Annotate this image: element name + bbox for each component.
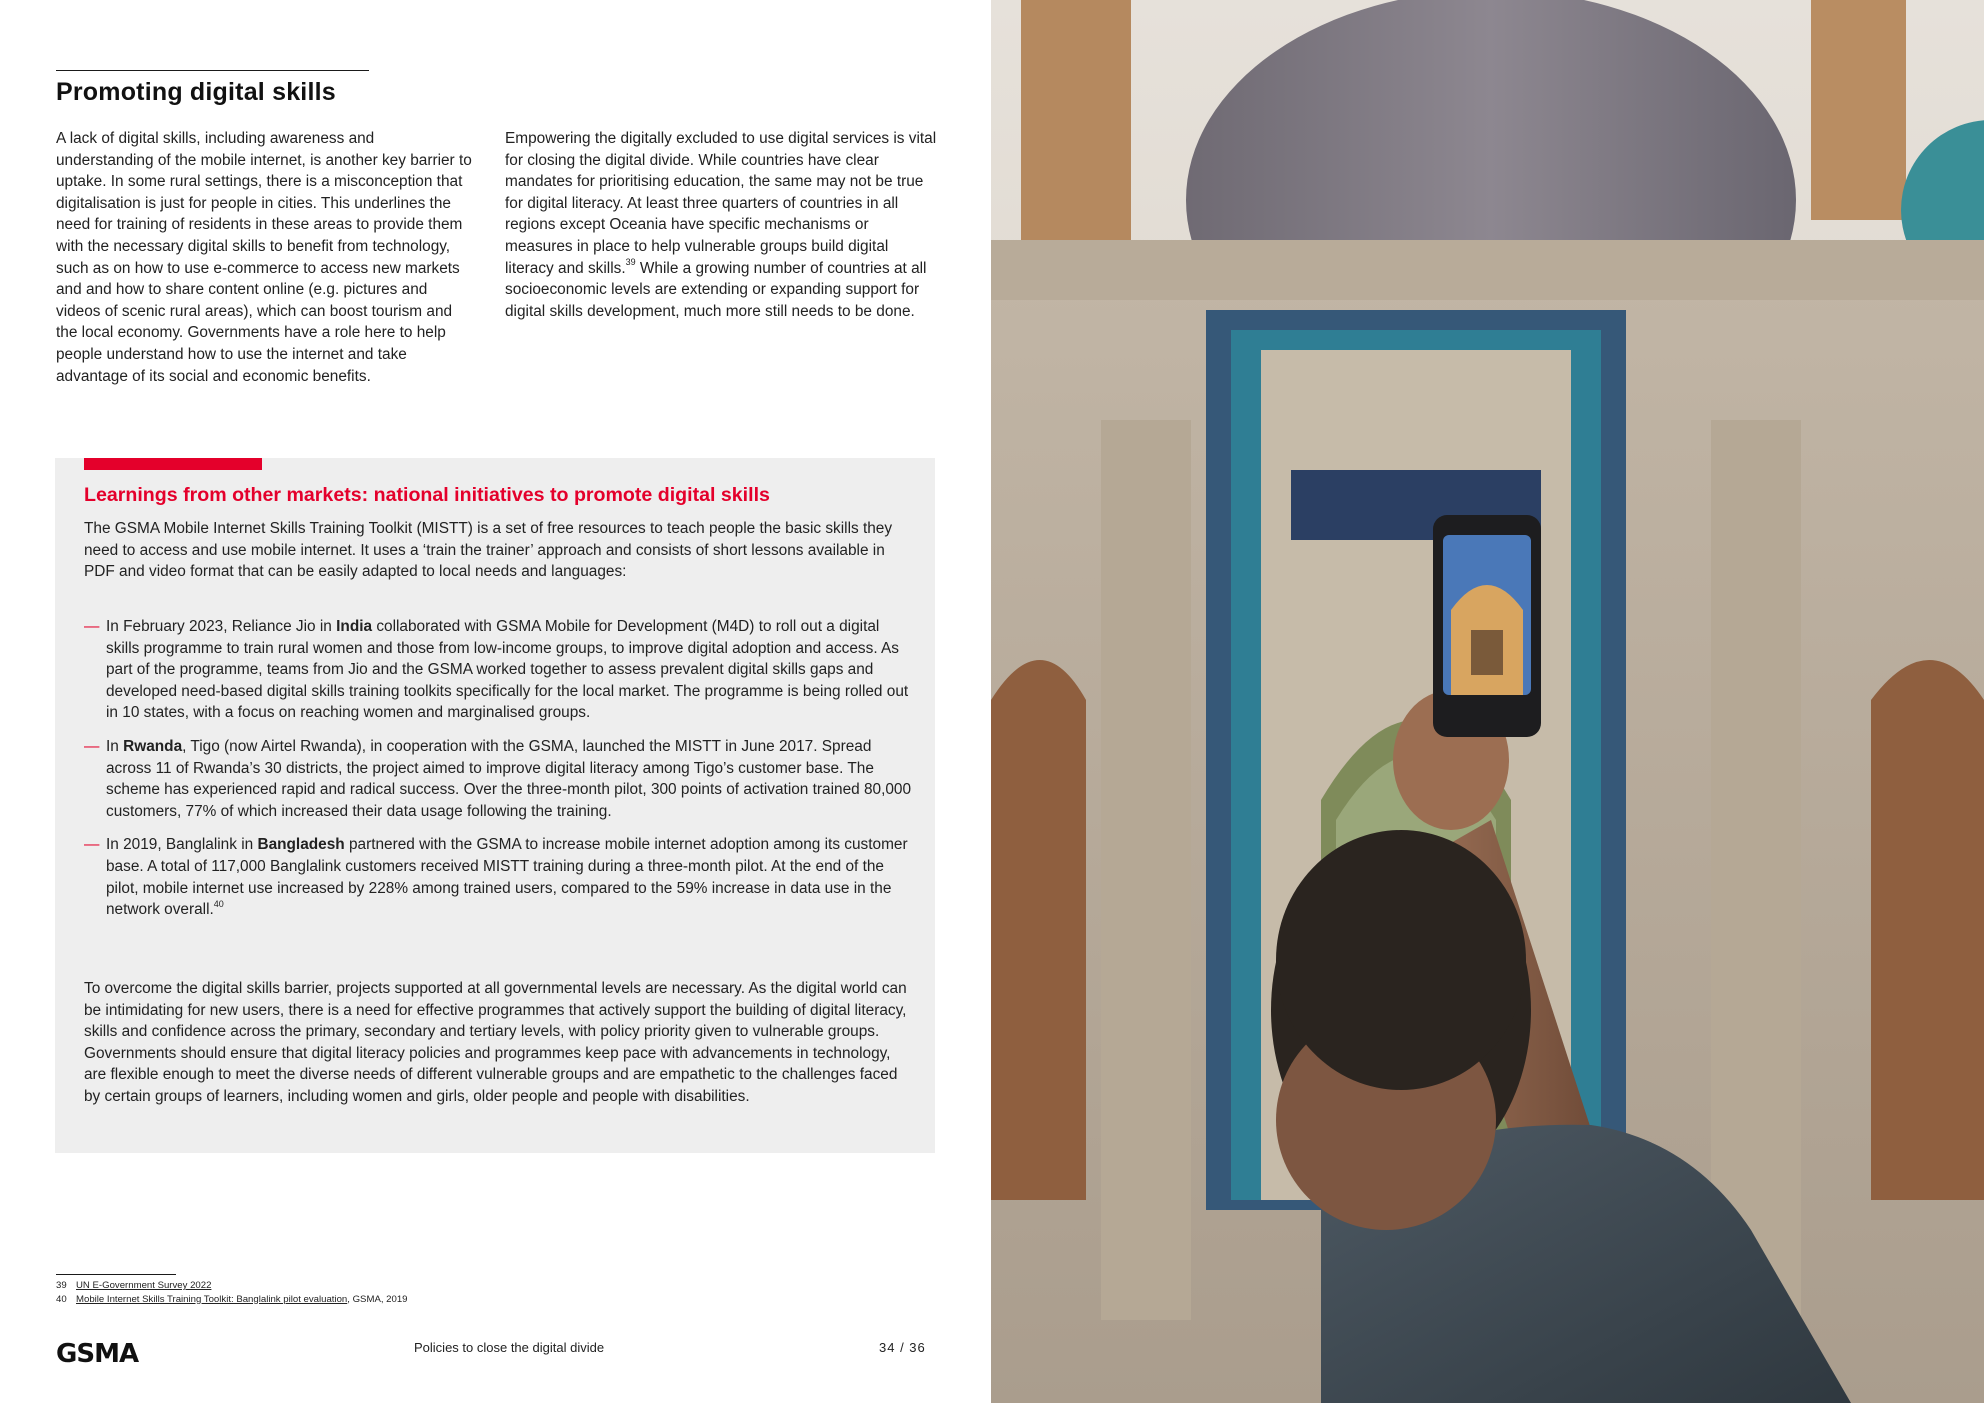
callout-bullet-list <box>84 616 914 933</box>
footnote-40 <box>56 1293 408 1307</box>
bullet-bangladesh <box>84 834 914 920</box>
bullet-text: In 2019, Banglalink in <box>106 836 258 854</box>
bullet-text: , Tigo (now Airtel Rwanda), in cooperation with the GSMA, launched the MISTT in June 2017. Spread across 11 of Rwanda’s 30 districts, the project aimed to improve digital literacy among Tigo’s customer base. The scheme has experienced rapid and radical success. Over the three-month pilot, 300 points of activation trained 80,000 customers, 77% of which increased their data usage following the training. <box>106 737 912 820</box>
body-text: Empowering the digitally excluded to use digital services is vital for closing the digital divide. While countries have clear mandates for prioritising education, the same may not be true for digital literacy. At least three quarters of countries in all regions except Oceania have specific mechanisms or measures in place to help vulnerable groups build digital literacy and skills. <box>505 130 937 277</box>
callout-closing: To overcome the digital skills barrier, projects supported at all governmental levels are necessary. As the digital world can be intimidating for new users, there is a need for effective programmes that actively support the building of digital literacy, skills and confidence across the primary, secondary and tertiary levels, with policy priority given to vulnerable groups. Governments should ensure that digital literacy policies and programmes keep pace with advancements in technology, are flexible enough to meet the diverse needs of different vulnerable groups and are empathetic to the challenges faced by certain groups of learners, including women and girls, older people and people with disabilities. <box>84 980 907 1105</box>
footnote-number: 40 <box>56 1293 67 1305</box>
body-column-1: A lack of digital skills, including awareness and understanding of the mobile internet, is another key barrier to uptake. In some rural settings, there is a misconception that digitalisation is just for people in cities. This underlines the need for training of residents in these areas to provide them with the necessary digital skills to benefit from technology, such as on how to use e-commerce to access new markets and and how to share content online (e.g. pictures and videos of scenic rural areas), which can boost tourism and the local economy. Governments have a role here to help people understand how to use the internet and take advantage of its social and economic benefits. <box>56 130 472 385</box>
dash-bullet-icon: — <box>84 836 100 854</box>
footnote-text: , GSMA, 2019 <box>347 1293 408 1305</box>
bullet-india <box>84 616 914 724</box>
callout-title: Learnings from other markets: national initiatives to promote digital skills <box>84 484 770 506</box>
body-column-2 <box>505 128 937 322</box>
footnote-39 <box>56 1279 408 1293</box>
left-page <box>0 0 991 1403</box>
footnote-rule <box>56 1274 176 1275</box>
callout-intro: The GSMA Mobile Internet Skills Training Toolkit (MISTT) is a set of free resources to teach people the basic skills they need to access and use mobile internet. It uses a ‘train the trainer’ approach and consists of short lessons available in PDF and video format that can be easily adapted to local needs and languages: <box>84 520 893 581</box>
dash-bullet-icon: — <box>84 618 100 635</box>
footnote-number: 39 <box>56 1280 67 1291</box>
country-name: India <box>336 618 373 635</box>
page-number: 34 / 36 <box>879 1340 926 1355</box>
photo-man-photographing-mosque <box>991 0 1984 1403</box>
gsma-logo: GSMA <box>56 1339 139 1369</box>
body-text: While a growing number of countries at all socioeconomic levels are extending or expanding support for digital skills development, much more still needs to be done. <box>505 259 927 320</box>
section-title: Promoting digital skills <box>56 78 336 106</box>
dash-bullet-icon: — <box>84 737 100 755</box>
callout-accent-bar <box>84 458 262 470</box>
photo-illustration <box>991 0 1984 1403</box>
country-name: Bangladesh <box>257 836 345 854</box>
bullet-text: In <box>106 737 124 755</box>
bullet-text: In February 2023, Reliance Jio in <box>106 618 337 635</box>
footnote-ref[interactable]: 39 <box>625 257 636 268</box>
bullet-rwanda <box>84 736 914 822</box>
footnote-link[interactable]: UN E-Government Survey 2022 <box>76 1280 212 1291</box>
title-rule <box>56 70 369 71</box>
footnote-ref[interactable]: 40 <box>213 899 224 909</box>
callout-box <box>55 458 935 1153</box>
country-name: Rwanda <box>123 737 183 755</box>
bullet-text: partnered with the GSMA to increase mobile internet adoption among its customer base. A total of 117,000 Banglalink customers received MISTT training during a three-month pilot. At the end of the pilot, mobile internet use increased by 228% among trained users, compared to the 59% increase in data use in the network overall. <box>106 836 908 919</box>
footnotes <box>56 1279 408 1306</box>
footnote-link[interactable]: Mobile Internet Skills Training Toolkit: Banglalink pilot evaluation <box>76 1293 348 1305</box>
bullet-text: collaborated with GSMA Mobile for Development (M4D) to roll out a digital skills programme to train rural women and those from low-income groups, to improve digital adoption and access. As part of the programme, teams from Jio and the GSMA worked together to assess prevalent digital skills gaps and developed need-based digital skills training toolkits specifically for the local market. The programme is being rolled out in 10 states, with a focus on reaching women and marginalised groups. <box>106 618 909 722</box>
footer-title: Policies to close the digital divide <box>414 1340 605 1355</box>
